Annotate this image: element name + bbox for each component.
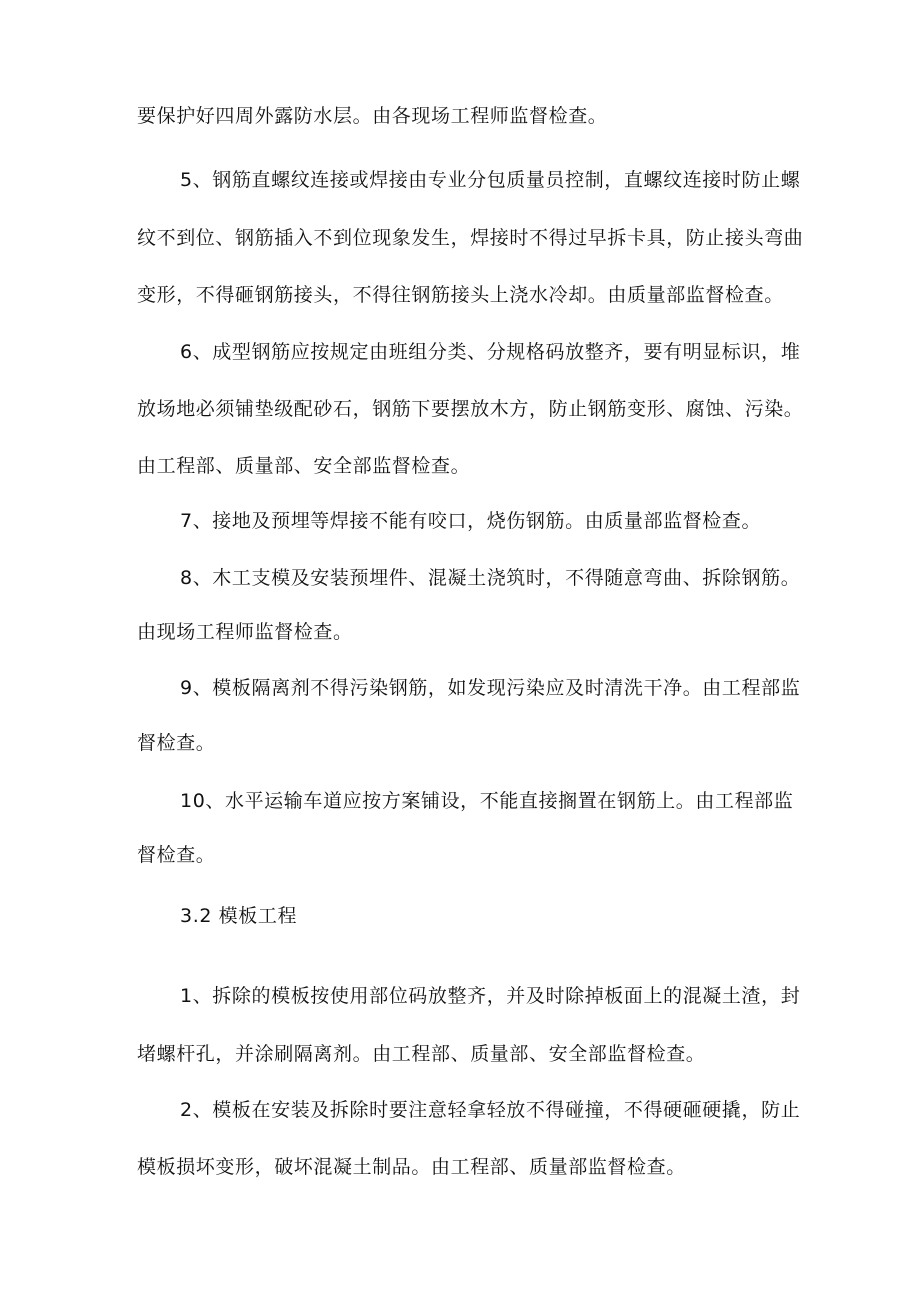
text-line: 放场地必须铺垫级配砂石，钢筋下要摆放木方，防止钢筋变形、腐蚀、污染。 <box>137 398 804 420</box>
text-line: 8、木工支模及安装预埋件、混凝土浇筑时，不得随意弯曲、拆除钢筋。 <box>180 567 801 589</box>
text-line: 6、成型钢筋应按规定由班组分类、分规格码放整齐，要有明显标识，堆 <box>180 341 801 363</box>
text-line: 变形，不得砸钢筋接头，不得往钢筋接头上浇水冷却。由质量部监督检查。 <box>137 284 784 306</box>
text-line: 督检查。 <box>137 732 216 754</box>
text-line: 由工程部、质量部、安全部监督检查。 <box>137 455 471 477</box>
text-line: 9、模板隔离剂不得污染钢筋，如发现污染应及时清洗干净。由工程部监 <box>180 677 801 699</box>
text-line: 堵螺杆孔，并涂刷隔离剂。由工程部、质量部、安全部监督检查。 <box>137 1043 706 1065</box>
text-line: 1、拆除的模板按使用部位码放整齐，并及时除掉板面上的混凝土渣，封 <box>180 985 801 1007</box>
text-line: 7、接地及预埋等焊接不能有咬口，烧伤钢筋。由质量部监督检查。 <box>180 510 762 532</box>
text-line: 督检查。 <box>137 844 216 866</box>
text-line: 10、水平运输车道应按方案铺设，不能直接搁置在钢筋上。由工程部监 <box>180 790 794 812</box>
text-line: 2、模板在安装及拆除时要注意轻拿轻放不得碰撞，不得硬砸硬撬，防止 <box>180 1099 801 1121</box>
text-line: 由现场工程师监督检查。 <box>137 621 353 643</box>
section-heading: 3.2 模板工程 <box>180 905 298 927</box>
text-line: 纹不到位、钢筋插入不到位现象发生，焊接时不得过早拆卡具，防止接头弯曲 <box>137 227 804 249</box>
text-line: 5、钢筋直螺纹连接或焊接由专业分包质量员控制，直螺纹连接时防止螺 <box>180 169 801 191</box>
text-line: 要保护好四周外露防水层。由各现场工程师监督检查。 <box>137 105 608 127</box>
text-line: 模板损坏变形，破坏混凝土制品。由工程部、质量部监督检查。 <box>137 1156 686 1178</box>
